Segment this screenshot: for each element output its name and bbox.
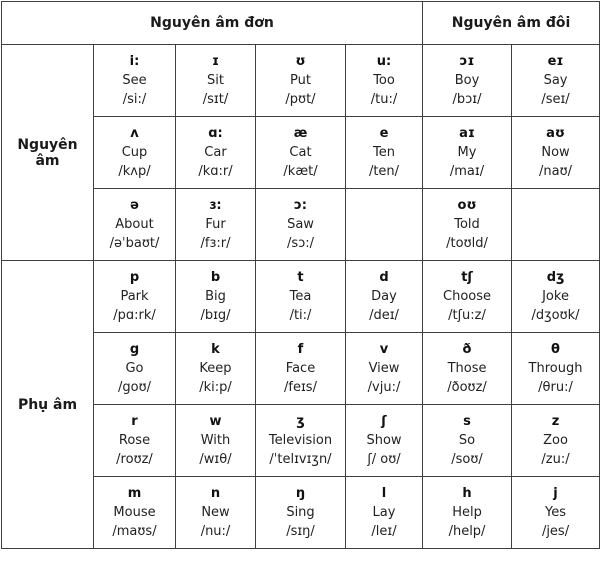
phoneme-symbol: aʊ — [546, 126, 565, 141]
phoneme-cell — [256, 261, 346, 333]
phoneme-cell — [423, 117, 512, 189]
phoneme-cell — [94, 477, 176, 549]
transcription: /wɪθ/ — [199, 452, 232, 467]
example-word: About — [115, 217, 154, 232]
row-group-label: Nguyên âm — [2, 45, 94, 261]
transcription: /maɪ/ — [449, 164, 485, 179]
example-word: Boy — [454, 73, 480, 88]
phoneme-symbol: j — [553, 486, 558, 501]
phoneme-symbol: v — [379, 342, 389, 357]
transcription: /soʊ/ — [451, 452, 483, 467]
transcription: /bɔɪ/ — [452, 92, 482, 107]
transcription: /seɪ/ — [541, 92, 570, 107]
phoneme-symbol: ʌ — [130, 126, 139, 141]
example-word: Big — [205, 289, 226, 304]
example-word: Sit — [207, 73, 224, 88]
phoneme-symbol: aɪ — [459, 126, 475, 141]
example-word: Put — [290, 73, 311, 88]
phoneme-cell — [94, 405, 176, 477]
phonetics-table — [1, 1, 600, 549]
example-word: Day — [371, 289, 397, 304]
phoneme-cell — [256, 189, 346, 261]
phoneme-cell — [512, 477, 600, 549]
phoneme-symbol: w — [209, 414, 222, 429]
transcription: /ˈtelɪvɪʒn/ — [269, 452, 332, 467]
empty-cell — [512, 189, 600, 261]
example-word: Through — [528, 361, 583, 376]
phoneme-symbol: ʒ — [296, 414, 305, 429]
phoneme-symbol: dʒ — [546, 270, 565, 285]
example-word: Car — [204, 145, 227, 160]
phoneme-cell — [176, 45, 256, 117]
phoneme-symbol: m — [127, 486, 142, 501]
phoneme-symbol: ŋ — [295, 486, 306, 501]
transcription: /help/ — [448, 524, 486, 539]
transcription: /zu:/ — [541, 452, 570, 467]
phoneme-cell — [94, 189, 176, 261]
phoneme-symbol: ɜ: — [209, 198, 222, 213]
phoneme-cell — [256, 477, 346, 549]
example-word: Help — [452, 505, 482, 520]
transcription: /sɪŋ/ — [286, 524, 315, 539]
transcription: /sɔ:/ — [286, 236, 315, 251]
phoneme-symbol: ʊ — [295, 54, 306, 69]
phoneme-cell — [94, 117, 176, 189]
phoneme-symbol: t — [297, 270, 304, 285]
phoneme-cell — [256, 333, 346, 405]
phoneme-cell — [94, 333, 176, 405]
transcription: /jes/ — [541, 524, 570, 539]
example-word: Sing — [286, 505, 315, 520]
phoneme-cell — [512, 333, 600, 405]
phoneme-cell — [176, 261, 256, 333]
phoneme-symbol: b — [210, 270, 221, 285]
phoneme-cell — [423, 333, 512, 405]
example-word: Go — [125, 361, 144, 376]
example-word: Face — [285, 361, 316, 376]
phoneme-symbol: d — [379, 270, 389, 285]
phoneme-symbol: i: — [129, 54, 140, 69]
phoneme-symbol: æ — [293, 126, 308, 141]
phoneme-cell — [346, 261, 423, 333]
transcription: ʃ/ oʊ/ — [367, 452, 401, 467]
phoneme-cell — [423, 405, 512, 477]
transcription: /tu:/ — [370, 92, 398, 107]
transcription: /kɑ:r/ — [198, 164, 233, 179]
transcription: /si:/ — [122, 92, 147, 107]
transcription: /sɪt/ — [202, 92, 229, 107]
transcription: /bɪg/ — [200, 308, 231, 323]
phoneme-symbol: e — [379, 126, 389, 141]
example-word: Now — [541, 145, 570, 160]
transcription: /leɪ/ — [371, 524, 397, 539]
phoneme-cell — [94, 45, 176, 117]
phoneme-cell — [346, 405, 423, 477]
phoneme-cell — [512, 405, 600, 477]
phoneme-symbol: k — [211, 342, 220, 357]
phoneme-cell — [176, 117, 256, 189]
phoneme-cell — [176, 189, 256, 261]
phoneme-symbol: g — [129, 342, 140, 357]
phoneme-cell — [512, 261, 600, 333]
example-word: View — [368, 361, 400, 376]
phoneme-symbol: ə — [130, 198, 139, 213]
transcription: /feɪs/ — [284, 380, 317, 395]
phoneme-cell — [423, 261, 512, 333]
phoneme-cell — [176, 405, 256, 477]
transcription: /ðoʊz/ — [447, 380, 487, 395]
phoneme-cell — [256, 45, 346, 117]
table-body — [2, 45, 600, 549]
transcription: /θru:/ — [538, 380, 573, 395]
phoneme-symbol: ɑ: — [208, 126, 223, 141]
example-word: Choose — [443, 289, 492, 304]
phoneme-symbol: n — [210, 486, 221, 501]
phoneme-symbol: ɔɪ — [459, 54, 475, 69]
phoneme-cell — [346, 333, 423, 405]
phoneme-symbol: ɔ: — [294, 198, 307, 213]
phoneme-cell — [256, 117, 346, 189]
example-word: Say — [543, 73, 568, 88]
phoneme-cell — [346, 45, 423, 117]
transcription: /maʊs/ — [112, 524, 157, 539]
example-word: Lay — [372, 505, 396, 520]
phoneme-cell — [176, 477, 256, 549]
phoneme-cell — [346, 477, 423, 549]
phoneme-symbol: ɪ — [211, 54, 220, 69]
phoneme-symbol: p — [129, 270, 140, 285]
empty-cell — [346, 189, 423, 261]
transcription: /vju:/ — [367, 380, 401, 395]
phoneme-symbol: f — [297, 342, 304, 357]
example-word: Show — [366, 433, 402, 448]
example-word: So — [458, 433, 476, 448]
header-mono-vowels: Nguyên âm đơn — [2, 2, 423, 45]
phoneme-cell — [423, 45, 512, 117]
header-row — [2, 2, 600, 45]
example-word: Zoo — [543, 433, 568, 448]
example-word: Too — [373, 73, 395, 88]
transcription: /deɪ/ — [369, 308, 399, 323]
example-word: Fur — [205, 217, 226, 232]
example-word: Joke — [542, 289, 569, 304]
header-diphthongs: Nguyên âm đôi — [423, 2, 600, 45]
transcription: /ten/ — [368, 164, 400, 179]
phoneme-cell — [423, 189, 512, 261]
transcription: /nu:/ — [200, 524, 231, 539]
example-word: New — [201, 505, 230, 520]
example-word: Television — [268, 433, 333, 448]
example-word: Park — [120, 289, 149, 304]
phoneme-cell — [512, 117, 600, 189]
example-word: Keep — [199, 361, 232, 376]
phoneme-symbol: l — [381, 486, 387, 501]
row-group-label: Phụ âm — [2, 261, 94, 549]
transcription: /goʊ/ — [118, 380, 151, 395]
example-word: With — [200, 433, 231, 448]
phoneme-symbol: h — [462, 486, 472, 501]
example-word: Mouse — [113, 505, 156, 520]
transcription: /roʊz/ — [116, 452, 153, 467]
transcription: /naʊ/ — [539, 164, 573, 179]
transcription: /kæt/ — [283, 164, 318, 179]
example-word: Yes — [545, 505, 567, 520]
phoneme-cell — [423, 477, 512, 549]
example-word: Told — [454, 217, 480, 232]
phoneme-symbol: eɪ — [547, 54, 564, 69]
phoneme-cell — [346, 117, 423, 189]
example-word: Cup — [121, 145, 148, 160]
transcription: /toʊld/ — [446, 236, 488, 251]
table-row — [2, 261, 600, 333]
transcription: /fɜ:r/ — [200, 236, 231, 251]
transcription: /əˈbaʊt/ — [109, 236, 160, 251]
example-word: Rose — [118, 433, 151, 448]
example-word: Saw — [287, 217, 314, 232]
phoneme-symbol: s — [463, 414, 471, 429]
phoneme-symbol: tʃ — [461, 270, 473, 285]
transcription: /pɑ:rk/ — [113, 308, 156, 323]
phoneme-symbol: ð — [462, 342, 472, 357]
phoneme-symbol: u: — [376, 54, 392, 69]
phoneme-symbol: ʃ — [381, 414, 387, 429]
phoneme-symbol: oʊ — [457, 198, 477, 213]
example-word: Cat — [289, 145, 312, 160]
example-word: See — [122, 73, 147, 88]
phoneme-cell — [256, 405, 346, 477]
transcription: /pʊt/ — [285, 92, 316, 107]
example-word: Tea — [289, 289, 312, 304]
phoneme-symbol: θ — [551, 342, 560, 357]
phoneme-symbol: r — [131, 414, 138, 429]
example-word: Ten — [373, 145, 395, 160]
phoneme-cell — [512, 45, 600, 117]
phoneme-cell — [94, 261, 176, 333]
transcription: /tʃu:z/ — [448, 308, 486, 323]
example-word: Those — [447, 361, 487, 376]
transcription: /ti:/ — [289, 308, 312, 323]
transcription: /dʒoʊk/ — [531, 308, 580, 323]
phoneme-cell — [176, 333, 256, 405]
phoneme-symbol: z — [551, 414, 560, 429]
table-row — [2, 45, 600, 117]
example-word: My — [457, 145, 477, 160]
transcription: /ki:p/ — [199, 380, 232, 395]
transcription: /kʌp/ — [118, 164, 151, 179]
